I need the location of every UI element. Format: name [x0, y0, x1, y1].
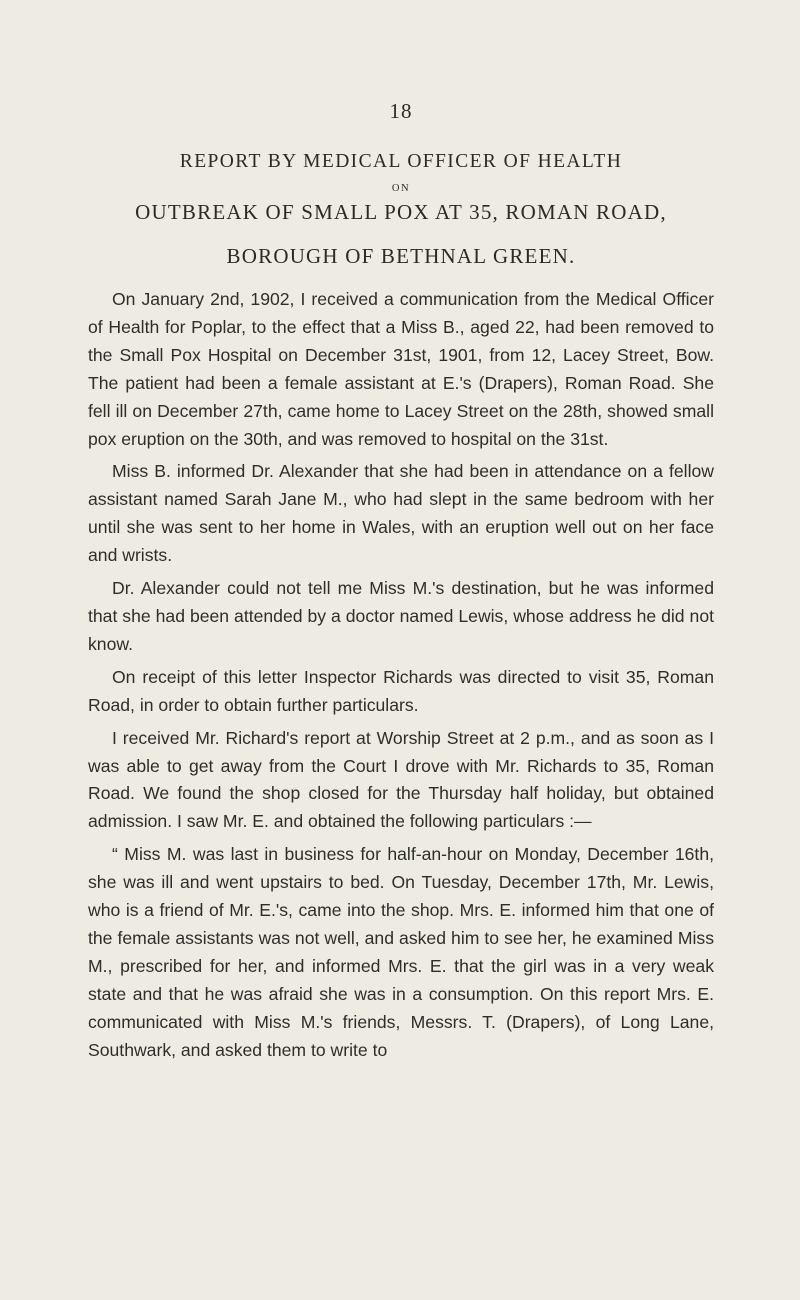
paragraph-2: Miss B. informed Dr. Alexander that she had been in attendance on a fellow assistant named Sarah Jane M., who had slept in the same bedroom with her until she was sent to her home in Wales, with an eruption well out on her face and wrists.	[88, 461, 714, 566]
report-body	[88, 286, 714, 1064]
report-subtitle-line-2: BOROUGH OF BETHNAL GREEN.	[226, 244, 576, 268]
page-number: 18	[389, 99, 413, 123]
report-title: REPORT BY MEDICAL OFFICER OF HEALTH	[179, 151, 623, 172]
paragraph-4: On receipt of this letter Inspector Richards was directed to visit 35, Roman Road, in order to obtain further particulars.	[88, 666, 714, 715]
paragraph-6: “ Miss M. was last in business for half-an-hour on Monday, December 16th, she was ill and went upstairs to bed. On Tuesday, December 17th, Mr. Lewis, who is a friend of Mr. E.'s, came into the shop. Mrs. E. informed him that one of the female assistants was not well, and asked him to see her, he examined Miss M., prescribed for her, and informed Mrs. E. that the girl was in a very weak state and that he was afraid she was in a consumption. On this report Mrs. E. communicated with Miss M.'s friends, Messrs. T. (Drapers), of Long Lane, Southwark, and asked them to write to	[88, 844, 714, 1060]
paragraph-1: On January 2nd, 1902, I received a communication from the Medical Officer of Health for Poplar, to the effect that a Miss B., aged 22, had been removed to the Small Pox Hospital on December 31st, 1901, from 12, Lacey Street, Bow. The patient had been a female assistant at E.'s (Drapers), Roman Road. She fell ill on December 27th, came home to Lacey Street on the 28th, showed small pox eruption on the 30th, and was removed to hospital on the 31st.	[88, 289, 714, 449]
paragraph-5: I received Mr. Richard's report at Worship Street at 2 p.m., and as soon as I was able to get away from the Court I drove with Mr. Richards to 35, Roman Road. We found the shop closed for the Thursday half holiday, but obtained admission. I saw Mr. E. and obtained the following particulars :—	[88, 727, 714, 832]
report-subtitle-line-1: OUTBREAK OF SMALL POX AT 35, ROMAN ROAD,	[135, 200, 667, 224]
paragraph-3: Dr. Alexander could not tell me Miss M.'s destination, but he was informed that she had been attended by a doctor named Lewis, whose address he did not know.	[88, 578, 714, 654]
report-on-label: ON	[391, 183, 411, 194]
